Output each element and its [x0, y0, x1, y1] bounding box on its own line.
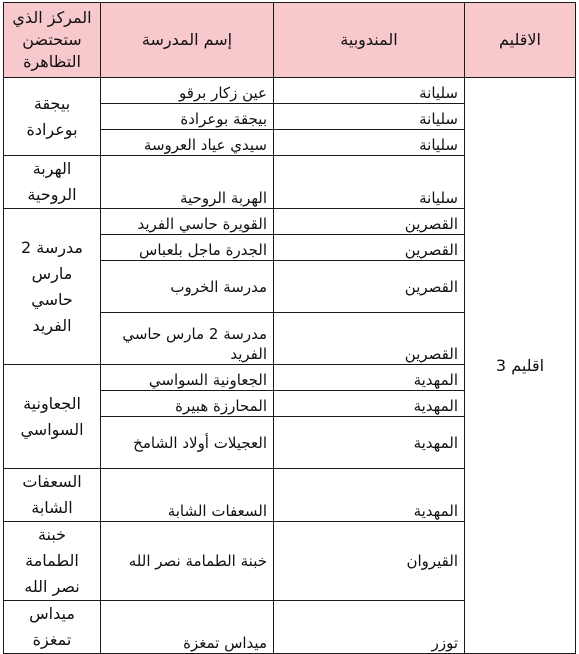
school-cell: بيجقة بوعرادة — [101, 104, 274, 130]
governorate-cell: سليانة — [274, 104, 465, 130]
center-cell: مدرسة 2 مارس حاسي الفريد — [4, 209, 101, 365]
governorate-cell: المهدية — [274, 391, 465, 417]
school-cell: خبنة الطمامة نصر الله — [101, 522, 274, 601]
center-cell: الهربة الروحية — [4, 156, 101, 209]
governorate-cell: سليانة — [274, 156, 465, 209]
governorate-cell: القصرين — [274, 261, 465, 313]
governorate-cell: المهدية — [274, 469, 465, 522]
school-cell: القويرة حاسي الفريد — [101, 209, 274, 235]
header-center: المركز الذي ستحتضن التظاهرة — [4, 3, 101, 78]
school-cell: الجدرة ماجل بلعباس — [101, 235, 274, 261]
governorate-cell: سليانة — [274, 78, 465, 104]
center-cell: السعفات الشابة — [4, 469, 101, 522]
governorate-cell: القيروان — [274, 522, 465, 601]
governorate-cell: القصرين — [274, 209, 465, 235]
school-cell: مدرسة 2 مارس حاسي الفريد — [101, 313, 274, 365]
governorate-cell: القصرين — [274, 235, 465, 261]
school-cell: مدرسة الخروب — [101, 261, 274, 313]
governorate-cell: سليانة — [274, 130, 465, 156]
school-cell: السعفات الشابة — [101, 469, 274, 522]
school-cell: الجعاونية السواسي — [101, 365, 274, 391]
school-cell: الهربة الروحية — [101, 156, 274, 209]
center-cell: الجعاونية السواسي — [4, 365, 101, 469]
school-cell: العجيلات أولاد الشامخ — [101, 417, 274, 469]
center-cell: ميداس تمغزة — [4, 601, 101, 654]
table-row — [4, 78, 576, 104]
center-cell: بيجقة بوعرادة — [4, 78, 101, 156]
header-governorate: المندوبية — [274, 3, 465, 78]
school-cell: المحارزة هبيرة — [101, 391, 274, 417]
governorate-cell: القصرين — [274, 313, 465, 365]
governorate-cell: المهدية — [274, 417, 465, 469]
header-row — [4, 3, 576, 78]
school-cell: ميداس تمغزة — [101, 601, 274, 654]
school-cell: عين زكار برقو — [101, 78, 274, 104]
school-cell: سيدي عياد العروسة — [101, 130, 274, 156]
schools-table — [3, 2, 576, 654]
governorate-cell: توزر — [274, 601, 465, 654]
center-cell: خبنة الطمامة نصر الله — [4, 522, 101, 601]
governorate-cell: المهدية — [274, 365, 465, 391]
region-cell: اقليم 3 — [465, 78, 576, 654]
header-region: الاقليم — [465, 3, 576, 78]
header-school: إسم المدرسة — [101, 3, 274, 78]
